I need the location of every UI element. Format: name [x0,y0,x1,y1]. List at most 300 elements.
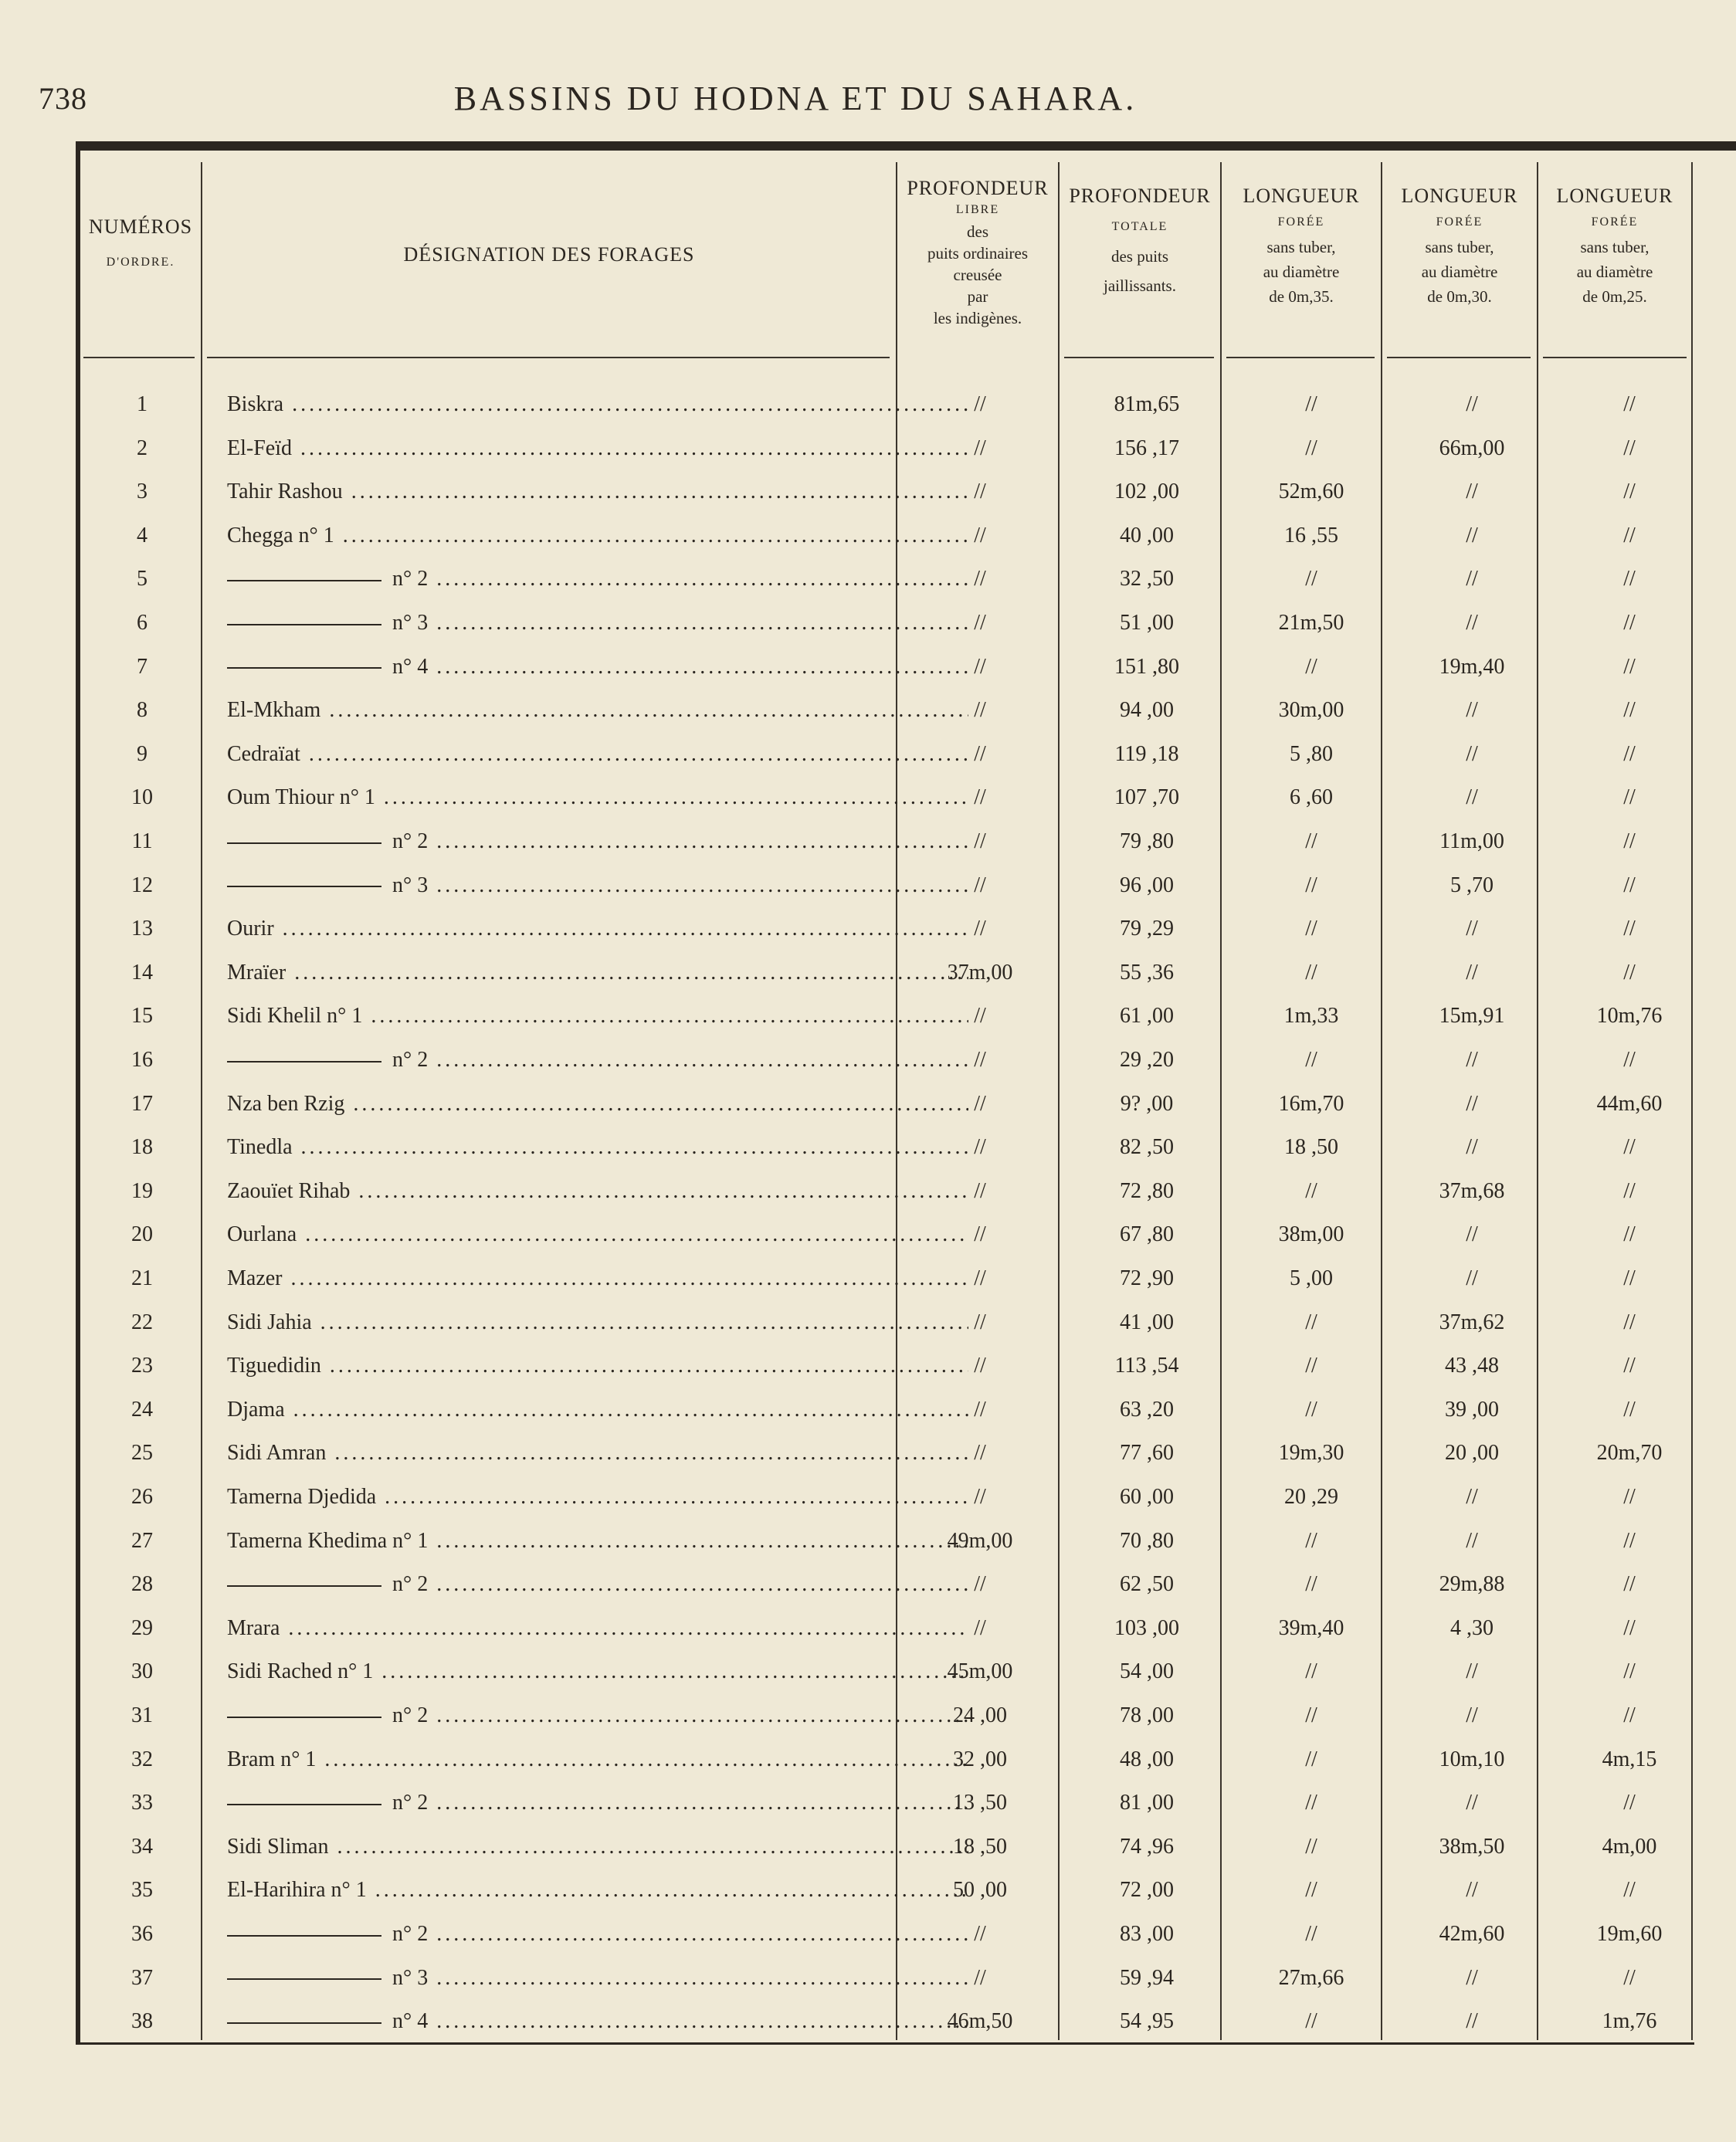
leader-dots [326,1441,968,1465]
profondeur-libre: // [974,1965,986,1990]
longueur-35: // [1305,1048,1317,1072]
longueur-25: // [1623,1791,1636,1815]
forage-designation [227,514,968,558]
row-number: 34 [131,1834,153,1859]
header-profondeur-totale: PROFONDEUR TOTALE des puits jaillissants. [1069,185,1211,295]
forage-designation [227,2000,968,2043]
profondeur-totale: 94 ,00 [1120,698,1174,723]
table-row [80,602,1687,645]
longueur-25: // [1623,1178,1636,1203]
row-number: 37 [131,1965,153,1990]
row-number: 2 [137,436,147,460]
longueur-30: // [1466,1528,1478,1553]
profondeur-libre: // [974,1485,986,1509]
profondeur-totale: 62 ,50 [1120,1572,1174,1597]
ditto-dash [227,580,381,581]
longueur-30: // [1466,1965,1478,1990]
table-row [80,383,1687,426]
longueur-35: // [1305,1791,1317,1815]
longueur-30: // [1466,785,1478,810]
forage-subnumber: n° 4 [392,654,429,679]
profondeur-libre: 13 ,50 [953,1791,1007,1815]
header-longueur-25: LONGUEUR FORÉE sans tuber, au diamètre de 0m,25. [1556,185,1673,306]
longueur-35: // [1305,1310,1317,1334]
forage-designation [227,1083,968,1126]
top-rule [76,141,1736,151]
profondeur-libre: // [974,741,986,766]
longueur-25: // [1623,1965,1636,1990]
row-number: 26 [131,1485,153,1509]
row-number: 4 [137,523,147,547]
leader-dots [428,1572,968,1596]
longueur-35: 20 ,29 [1284,1485,1338,1509]
profondeur-totale: 79 ,80 [1120,829,1174,853]
leader-dots [343,480,968,503]
profondeur-totale: 83 ,00 [1120,1922,1174,1946]
table-row [80,864,1687,907]
profondeur-totale: 67 ,80 [1120,1222,1174,1247]
longueur-35: 5 ,80 [1290,741,1333,766]
profondeur-libre: // [974,1310,986,1334]
table-row [80,1432,1687,1475]
longueur-30: // [1466,611,1478,635]
longueur-30: // [1466,2009,1478,2034]
profondeur-libre: 32 ,00 [953,1747,1007,1771]
forage-name: Chegga n° 1 [227,523,334,547]
longueur-30: 66m,00 [1439,436,1505,460]
forage-subnumber: n° 2 [392,1791,429,1815]
forage-name: Cedraïat [227,741,300,766]
longueur-30: // [1466,1485,1478,1509]
longueur-30: 37m,68 [1439,1178,1505,1203]
forage-name: Zaouïet Rihab [227,1178,351,1203]
row-number: 1 [137,392,147,416]
forage-name: Bram n° 1 [227,1747,317,1771]
forage-name: El-Harihira n° 1 [227,1878,367,1903]
table-row [80,1257,1687,1300]
table-row [80,1869,1687,1912]
leader-dots [328,1835,968,1859]
longueur-35: 19m,30 [1278,1441,1344,1466]
row-number: 21 [131,1266,153,1290]
longueur-25: 1m,76 [1602,2009,1657,2034]
leader-dots [334,524,968,547]
longueur-30: 4 ,30 [1450,1615,1494,1640]
longueur-35: 18 ,50 [1284,1135,1338,1160]
profondeur-totale: 41 ,00 [1120,1310,1174,1334]
profondeur-libre: // [974,523,986,547]
row-number: 13 [131,917,153,941]
profondeur-libre: // [974,611,986,635]
profondeur-totale: 107 ,70 [1114,785,1179,810]
longueur-35: // [1305,1397,1317,1422]
longueur-30: // [1466,392,1478,416]
profondeur-libre: // [974,567,986,591]
table-row [80,776,1687,819]
longueur-25: // [1623,1048,1636,1072]
leader-dots [312,1310,968,1334]
leader-dots [292,436,968,460]
leader-dots [428,1048,968,1072]
leader-dots [428,1922,968,1946]
longueur-25: // [1623,1135,1636,1160]
row-number: 12 [131,873,153,897]
forage-designation [227,1257,968,1300]
longueur-25: // [1623,1397,1636,1422]
leader-dots [320,698,968,722]
profondeur-libre: // [974,436,986,460]
profondeur-libre: // [974,480,986,504]
row-number: 35 [131,1878,153,1903]
profondeur-totale: 81 ,00 [1120,1791,1174,1815]
running-title: BASSINS DU HODNA ET DU SAHARA. [453,80,1138,117]
forage-name: Sidi Sliman [227,1834,329,1859]
longueur-35: // [1305,1834,1317,1859]
longueur-35: // [1305,392,1317,416]
forage-designation [227,689,968,732]
longueur-35: 21m,50 [1278,611,1344,635]
profondeur-totale: 32 ,50 [1120,567,1174,591]
profondeur-totale: 72 ,90 [1120,1266,1174,1290]
longueur-25: // [1623,611,1636,635]
profondeur-libre: // [974,1615,986,1640]
forage-designation [227,1607,968,1650]
table-row [80,1913,1687,1956]
row-number: 9 [137,741,147,766]
longueur-30: 20 ,00 [1445,1441,1499,1466]
longueur-30: // [1466,1659,1478,1684]
table-row [80,1039,1687,1082]
table-row [80,1126,1687,1169]
longueur-25: // [1623,436,1636,460]
forage-subnumber: n° 2 [392,1922,429,1946]
forage-designation [227,1563,968,1606]
profondeur-totale: 48 ,00 [1120,1747,1174,1771]
profondeur-totale: 59 ,94 [1120,1965,1174,1990]
profondeur-totale: 119 ,18 [1114,741,1179,766]
profondeur-totale: 78 ,00 [1120,1703,1174,1727]
longueur-35: // [1305,1659,1317,1684]
table-row [80,907,1687,951]
table-row [80,1476,1687,1519]
forage-designation [227,995,968,1038]
longueur-30: // [1466,1878,1478,1903]
longueur-25: // [1623,1615,1636,1640]
forage-name: Sidi Jahia [227,1310,312,1334]
profondeur-libre: 50 ,00 [953,1878,1007,1903]
leader-dots [367,1878,968,1902]
longueur-35: 30m,00 [1278,698,1344,723]
forage-designation [227,1170,968,1213]
profondeur-libre: // [974,785,986,810]
longueur-35: 38m,00 [1278,1222,1344,1247]
longueur-25: // [1623,1878,1636,1903]
forage-name: Tahir Rashou [227,480,343,504]
longueur-35: 16m,70 [1278,1091,1344,1116]
longueur-30: 5 ,70 [1450,873,1494,897]
forage-designation [227,1869,968,1912]
forage-subnumber: n° 2 [392,829,429,853]
forage-designation [227,1388,968,1432]
profondeur-totale: 96 ,00 [1120,873,1174,897]
longueur-25: 19m,60 [1596,1922,1663,1946]
profondeur-libre: // [974,829,986,853]
row-number: 29 [131,1615,153,1640]
profondeur-libre: // [974,1922,986,1946]
row-number: 22 [131,1310,153,1334]
longueur-25: // [1623,1310,1636,1334]
longueur-30: // [1466,1048,1478,1072]
longueur-35: // [1305,1922,1317,1946]
forage-designation [227,1913,968,1956]
longueur-30: 37m,62 [1439,1310,1505,1334]
longueur-30: // [1466,1703,1478,1727]
table-row [80,1213,1687,1256]
forage-subnumber: n° 2 [392,1048,429,1072]
longueur-35: // [1305,873,1317,897]
row-number: 23 [131,1354,153,1378]
forage-designation [227,558,968,601]
profondeur-libre: 18 ,50 [953,1834,1007,1859]
profondeur-libre: 46m,50 [947,2009,1013,2034]
longueur-30: 29m,88 [1439,1572,1505,1597]
header-rule [1064,357,1214,358]
leader-dots [376,1485,968,1509]
leader-dots [293,1135,968,1159]
forage-designation [227,646,968,689]
longueur-30: // [1466,741,1478,766]
forage-subnumber: n° 2 [392,567,429,591]
forage-designation [227,1738,968,1781]
longueur-25: // [1623,654,1636,679]
forage-subnumber: n° 2 [392,1703,429,1727]
forage-name: Tinedla [227,1135,293,1160]
leader-dots [428,1529,968,1553]
forage-name: Tamerna Djedida [227,1485,377,1509]
leader-dots [373,1659,968,1683]
leader-dots [283,392,968,416]
longueur-25: // [1623,873,1636,897]
longueur-25: // [1623,917,1636,941]
row-number: 17 [131,1091,153,1116]
longueur-30: 15m,91 [1439,1004,1505,1029]
row-number: 5 [137,567,147,591]
table-row [80,1563,1687,1606]
longueur-25: // [1623,480,1636,504]
profondeur-libre: 37m,00 [947,960,1013,985]
table-row [80,1738,1687,1781]
longueur-35: 6 ,60 [1290,785,1333,810]
profondeur-libre: // [974,1004,986,1029]
forage-name: El-Feïd [227,436,292,460]
row-number: 38 [131,2009,153,2034]
forage-name: Sidi Rached n° 1 [227,1659,374,1684]
profondeur-totale: 40 ,00 [1120,523,1174,547]
longueur-25: 10m,76 [1596,1004,1663,1029]
longueur-25: // [1623,1266,1636,1290]
leader-dots [300,742,968,766]
leader-dots [428,1966,968,1990]
table-row [80,1083,1687,1126]
profondeur-libre: // [974,917,986,941]
leader-dots [428,1791,968,1815]
leader-dots [297,1222,968,1246]
forage-subnumber: n° 3 [392,611,429,635]
forage-designation [227,864,968,907]
table-row [80,951,1687,995]
row-number: 30 [131,1659,153,1684]
ditto-dash [227,624,381,625]
profondeur-libre: // [974,1222,986,1247]
forage-designation [227,1520,968,1563]
leader-dots [428,1703,968,1727]
longueur-25: // [1623,698,1636,723]
longueur-25: // [1623,741,1636,766]
profondeur-libre: // [974,392,986,416]
forage-designation [227,1694,968,1737]
forage-designation [227,820,968,863]
longueur-25: // [1623,1528,1636,1553]
profondeur-libre: // [974,1354,986,1378]
header-rule [207,357,890,358]
longueur-35: // [1305,1178,1317,1203]
row-number: 19 [131,1178,153,1203]
leader-dots [362,1004,968,1028]
longueur-25: // [1623,523,1636,547]
row-number: 7 [137,654,147,679]
profondeur-libre: 24 ,00 [953,1703,1007,1727]
longueur-30: // [1466,960,1478,985]
leader-dots [280,1616,968,1640]
leader-dots [375,785,968,809]
profondeur-totale: 60 ,00 [1120,1485,1174,1509]
row-number: 25 [131,1441,153,1466]
leader-dots [428,611,968,635]
leader-dots [283,1266,968,1290]
table-row [80,646,1687,689]
forage-name: Sidi Amran [227,1441,327,1466]
ditto-dash [227,1717,381,1718]
leader-dots [428,655,968,679]
ditto-dash [227,842,381,844]
longueur-30: // [1466,523,1478,547]
forage-designation [227,1825,968,1869]
longueur-25: // [1623,392,1636,416]
table-row [80,427,1687,470]
longueur-35: // [1305,829,1317,853]
profondeur-libre: // [974,873,986,897]
forage-subnumber: n° 3 [392,1965,429,1990]
longueur-35: 16 ,55 [1284,523,1338,547]
table-row [80,733,1687,776]
forage-designation [227,1781,968,1825]
forage-subnumber: n° 4 [392,2009,429,2034]
leader-dots [350,1179,968,1203]
forage-designation [227,1344,968,1388]
forage-designation [227,1213,968,1256]
leader-dots [285,1398,968,1422]
profondeur-totale: 54 ,95 [1120,2009,1174,2034]
leader-dots [428,829,968,853]
header-longueur-35: LONGUEUR FORÉE sans tuber, au diamètre de 0m,35. [1243,185,1360,306]
longueur-25: 4m,15 [1602,1747,1657,1771]
ditto-dash [227,1061,381,1063]
profondeur-libre: 49m,00 [947,1528,1013,1553]
table-row [80,1650,1687,1693]
profondeur-totale: 54 ,00 [1120,1659,1174,1684]
longueur-25: // [1623,1659,1636,1684]
table-row [80,1781,1687,1825]
profondeur-totale: 29 ,20 [1120,1048,1174,1072]
longueur-30: // [1466,698,1478,723]
profondeur-libre: // [974,1397,986,1422]
row-number: 15 [131,1004,153,1029]
leader-dots [316,1747,968,1771]
header-rule [1543,357,1687,358]
row-number: 14 [131,960,153,985]
forage-designation [227,1126,968,1169]
profondeur-libre: // [974,654,986,679]
profondeur-totale: 61 ,00 [1120,1004,1174,1029]
table-row [80,1170,1687,1213]
leader-dots [428,567,968,591]
table-row [80,820,1687,863]
longueur-35: // [1305,436,1317,460]
profondeur-totale: 82 ,50 [1120,1135,1174,1160]
longueur-35: // [1305,1354,1317,1378]
ditto-dash [227,1935,381,1937]
longueur-35: 1m,33 [1283,1004,1339,1029]
forage-name: Biskra [227,392,284,416]
forage-designation [227,383,968,426]
longueur-30: 19m,40 [1439,654,1505,679]
leader-dots [274,917,968,941]
longueur-35: // [1305,2009,1317,2034]
forage-designation [227,1432,968,1475]
forage-name: Ourir [227,917,274,941]
header-rule [1226,357,1375,358]
longueur-25: 4m,00 [1602,1834,1657,1859]
forage-name: Mrara [227,1615,280,1640]
row-number: 31 [131,1703,153,1727]
table-row [80,514,1687,558]
longueur-30: // [1466,1135,1478,1160]
row-number: 8 [137,698,147,723]
forage-name: Mazer [227,1266,283,1290]
forage-name: Tamerna Khedima n° 1 [227,1528,429,1553]
table-row [80,2000,1687,2043]
ditto-dash [227,1978,381,1980]
profondeur-totale: 103 ,00 [1114,1615,1179,1640]
forage-name: Nza ben Rzig [227,1091,345,1116]
row-number: 10 [131,785,153,810]
profondeur-totale: 102 ,00 [1114,480,1179,504]
row-number: 27 [131,1528,153,1553]
table-row [80,1957,1687,2000]
ditto-dash [227,1804,381,1805]
longueur-25: // [1623,785,1636,810]
leader-dots [428,2009,968,2033]
longueur-30: 43 ,48 [1445,1354,1499,1378]
longueur-30: 10m,10 [1439,1747,1505,1771]
forage-designation [227,733,968,776]
longueur-35: // [1305,654,1317,679]
table-row [80,558,1687,601]
longueur-25: 20m,70 [1596,1441,1663,1466]
ditto-dash [227,1585,381,1587]
profondeur-totale: 72 ,80 [1120,1178,1174,1203]
forage-designation [227,1650,968,1693]
